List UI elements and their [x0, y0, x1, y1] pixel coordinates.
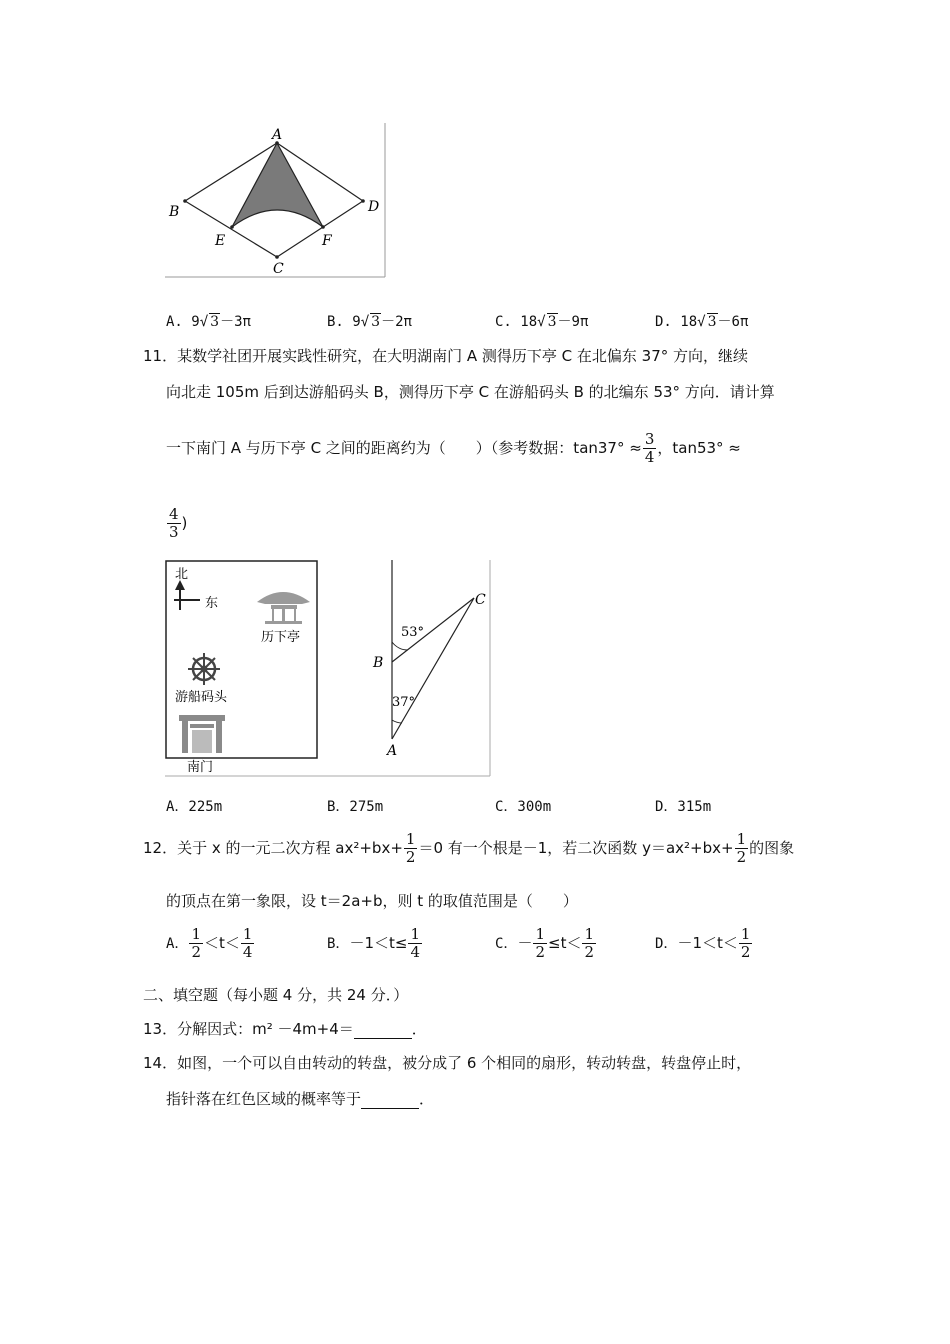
q11-line2: 向北走 105m 后到达游船码头 B，测得历下亭 C 在游船码头 B 的北编东 53° 方向．请计算 — [166, 383, 775, 401]
q11-number: 11． — [143, 347, 178, 365]
q11-line4: $\frac{4}{3}$ ) — [169, 505, 188, 541]
figure-map — [165, 560, 491, 777]
q12-line1: 12．关于 x 的一元二次方程 ax²+bx+ $\frac{1}{2}$ ＝0 有一个根是－1，若二次函数 y＝ax²+bx+ $\frac{1}{2}$ 的图象 — [143, 830, 795, 866]
q11-option-d: D．315m — [655, 799, 712, 815]
fraction-three-quarters: $\frac{3}{4}$ — [644, 430, 655, 466]
label-e: E — [215, 233, 226, 249]
tri-label-a: A — [387, 743, 398, 759]
q13: 13．分解因式：m² －4m+4＝ ． — [143, 1020, 427, 1038]
q12-option-a: A． $\frac{1}{2}$ ＜t＜ $\frac{1}{4}$ — [166, 925, 253, 961]
label-c: C — [273, 261, 284, 277]
tri-label-c: C — [475, 592, 486, 608]
angle-53: 53° — [401, 625, 425, 640]
dock-label: 游船码头 — [175, 690, 228, 705]
pavilion-icon — [257, 592, 310, 624]
q11-option-b: B．275m — [327, 799, 384, 815]
fraction-one-half: $\frac{1}{2}$ — [405, 830, 416, 866]
answer-blank-14[interactable] — [361, 1094, 419, 1109]
q10-option-d: D. 18√ 3－6π — [655, 314, 749, 330]
map-diagram — [165, 560, 491, 777]
q12-option-d: D．－1＜t＜ $\frac{1}{2}$ — [655, 925, 751, 961]
q11-option-a: A．225m — [166, 799, 223, 815]
q10-option-a: A. 9√ 3－3π — [166, 314, 251, 330]
q12-number: 12． — [143, 839, 178, 857]
q12-option-b: B．－1＜t≤ $\frac{1}{4}$ — [327, 925, 420, 961]
north-label: 北 — [175, 567, 189, 582]
answer-blank-13[interactable] — [354, 1024, 412, 1039]
q12-line2: 的顶点在第一象限，设 t＝2a+b，则 t 的取值范围是（ ） — [166, 892, 578, 910]
figure-q10 — [165, 123, 387, 278]
q14-line1: 14．如图，一个可以自由转动的转盘，被分成了 6 个相同的扇形，转动转盘，转盘停止时， — [143, 1054, 752, 1072]
ship-wheel-icon — [188, 653, 220, 685]
pavilion-label: 历下亭 — [261, 630, 301, 645]
rhombus-diagram — [165, 123, 387, 278]
q11-line3: 一下南门 A 与历下亭 C 之间的距离约为（ ）（参考数据：tan37° ≈ $\frac{3}{4}$ ，tan53° ≈ — [166, 430, 741, 466]
fraction-four-thirds: $\frac{4}{3}$ — [169, 505, 179, 541]
q10-option-c: C. 18√ 3－9π — [495, 314, 589, 330]
label-d: D — [368, 199, 380, 215]
q11-option-c: C．300m — [495, 799, 552, 815]
q12-option-c: C．－ $\frac{1}{2}$ ≤t＜ $\frac{1}{2}$ — [495, 925, 594, 961]
q14-line2: 指针落在红色区域的概率等于 ． — [166, 1090, 435, 1108]
tri-label-b: B — [373, 655, 384, 671]
label-b: B — [169, 204, 180, 220]
label-f: F — [322, 233, 332, 249]
gate-label: 南门 — [187, 760, 214, 775]
east-label: 东 — [205, 596, 219, 611]
section-heading-fill-in: 二、填空题（每小题 4 分，共 24 分．） — [143, 986, 409, 1004]
label-a: A — [272, 127, 283, 143]
angle-37: 37° — [392, 695, 416, 710]
q10-option-b: B. 9√ 3－2π — [327, 314, 412, 330]
q11-line1: 11．某数学社团开展实践性研究，在大明湖南门 A 测得历下亭 C 在北偏东 37° 方向，继续 — [143, 347, 749, 365]
fraction-one-half-2: $\frac{1}{2}$ — [736, 830, 747, 866]
gate-icon — [179, 715, 225, 753]
